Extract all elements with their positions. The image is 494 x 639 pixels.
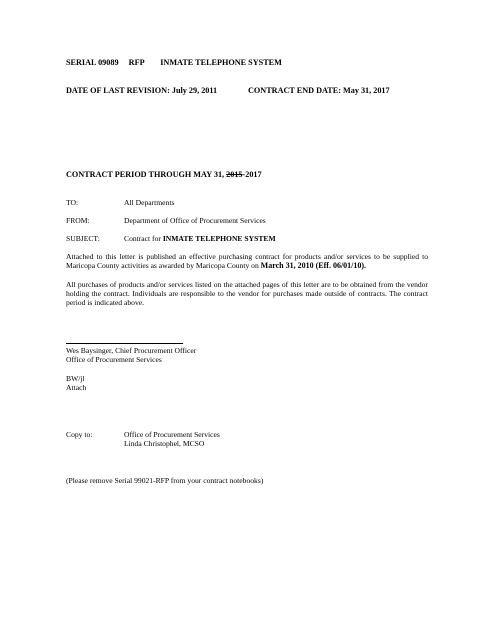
signature-name: Wes Baysinger, Chief Procurement Officer [66,346,197,355]
end-date-value: May 31, 2017 [343,86,390,95]
revision-date: July 29, 2011 [171,86,218,95]
paragraph-award [66,252,428,270]
serial-number: SERIAL 09089 [66,58,119,67]
subject-prefix: Contract for [124,234,161,243]
revision-line [66,86,217,95]
from-label: FROM: [66,216,90,225]
end-date-line [248,86,390,95]
struck-year: 2015 [226,170,243,179]
contract-period [66,170,262,179]
copy-label: Copy to: [66,430,93,439]
signature-office: Office of Procurement Services [66,355,162,364]
attach-label: Attach [66,383,87,392]
signature-line [66,343,183,344]
award-date: March 31, 2010 (Eff. 06/01/10). [260,261,367,271]
period-prefix: CONTRACT PERIOD THROUGH MAY 31, [66,170,225,179]
paragraph-purchases: All purchases of products and/or services listed on the attached pages of this letter are to be obtained from the vendor holding the contract. Individuals are responsible to the vendor for purchases made outside of contracts. The contract period is indicated above. [66,280,428,308]
new-year: -2017 [242,170,262,179]
subject-value: INMATE TELEPHONE SYSTEM [162,234,276,243]
to-value: All Departments [124,198,175,207]
end-date-label: CONTRACT END DATE: [248,86,341,95]
solicitation-type: RFP [128,58,145,67]
remove-note: (Please remove Serial 99021-RFP from your contract notebooks) [66,476,264,485]
to-label: TO: [66,198,79,207]
initials: BW/jl [66,374,85,383]
from-value: Department of Office of Procurement Services [124,216,266,225]
contract-title: INMATE TELEPHONE SYSTEM [160,58,282,67]
subject-label: SUBJECT: [66,234,100,243]
subject-line [124,234,276,243]
copy-recipient-1: Office of Procurement Services [124,430,220,439]
award-text: Attached to this letter is published an effective purchasing contract for products and/or services to be supplied to Maricopa County activities as awarded by Maricopa County on [66,252,428,271]
revision-label: DATE OF LAST REVISION: [66,86,170,95]
copy-recipient-2: Linda Christophel, MCSO [124,439,205,448]
serial-line [66,58,282,67]
